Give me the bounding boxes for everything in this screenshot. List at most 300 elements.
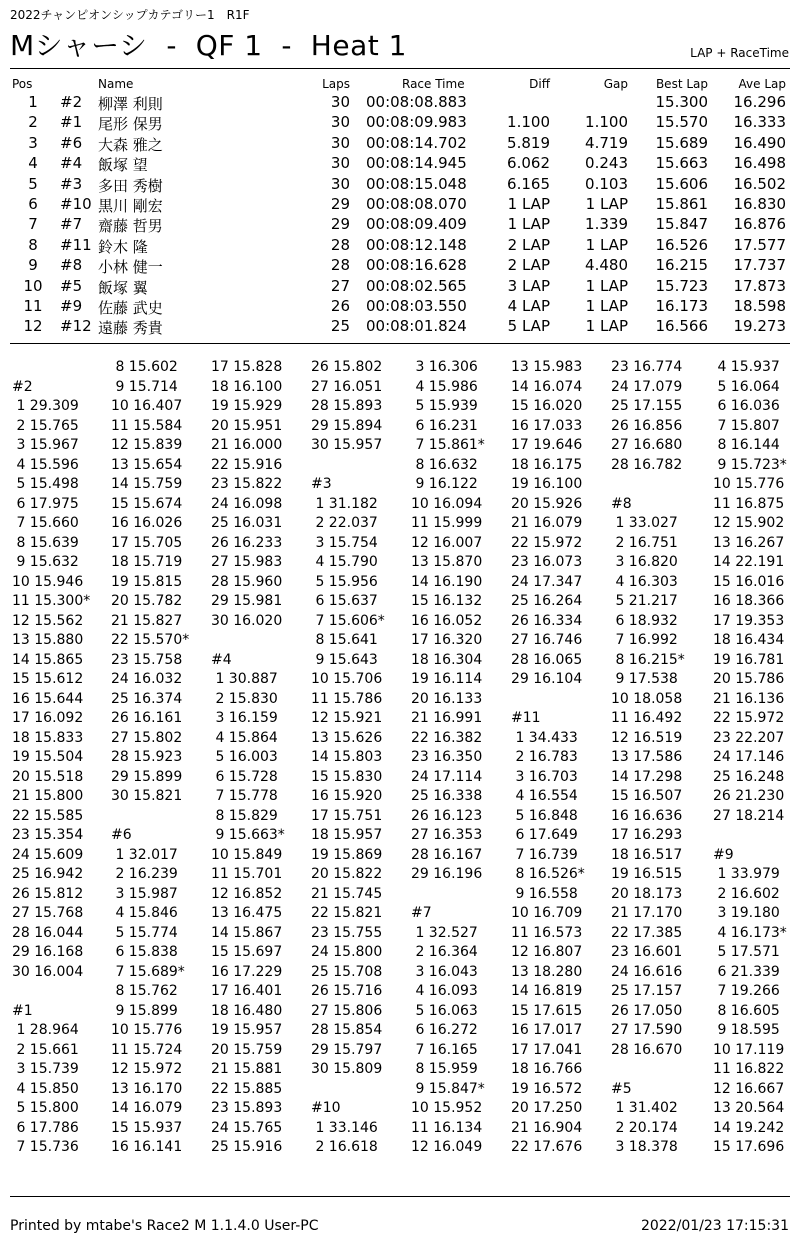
lap-time: 29 15.899 (111, 768, 183, 785)
best-lap-cell: 15.606 (655, 174, 708, 193)
kart-number-cell: #10 (60, 195, 92, 213)
lap-time: 8 15.762 (111, 983, 178, 999)
pos-cell: 9 (28, 256, 38, 275)
lap-time: 8 15.602 (111, 359, 178, 375)
lap-time: 21 16.991 (411, 710, 483, 726)
race-time-cell: 00:08:15.048 (366, 174, 467, 193)
pos-cell: 4 (28, 154, 38, 173)
lap-time: 23 15.755 (311, 924, 383, 941)
diff-cell: 1 LAP (507, 195, 550, 213)
lap-time: 23 15.354 (12, 827, 84, 843)
laps-cell: 30 (330, 113, 350, 132)
lap-time: 13 15.626 (311, 729, 383, 746)
lap-time: 9 18.595 (713, 1022, 780, 1038)
lap-time: 20 15.786 (713, 671, 785, 687)
results-header (10, 77, 790, 93)
lap-time: 1 31.402 (611, 1100, 678, 1116)
lap-time: 10 15.946 (12, 573, 84, 590)
lap-time: 16 16.026 (111, 515, 183, 531)
lap-time: 13 20.564 (713, 1100, 785, 1116)
ave-lap-cell: 16.296 (733, 93, 786, 111)
ave-lap-cell: 16.490 (733, 133, 786, 152)
lap-time: 20 18.173 (611, 885, 683, 902)
driver-name-cell: 齋藤 哲男 (98, 217, 163, 236)
lap-time: 4 15.790 (311, 554, 378, 570)
lap-time: 23 22.207 (713, 729, 785, 746)
lap-time: 15 15.697 (211, 944, 283, 960)
lap-time: 11 16.875 (713, 495, 785, 512)
lap-time: 3 15.739 (12, 1061, 79, 1077)
lap-time: 29 16.168 (12, 944, 84, 960)
lap-time: 19 15.929 (211, 398, 283, 414)
table-row (10, 195, 790, 215)
lap-time: 26 16.233 (211, 534, 283, 551)
lap-time: 20 15.759 (211, 1041, 283, 1058)
lap-time: 25 15.708 (311, 963, 383, 980)
kart-heading: #6 (111, 827, 132, 843)
lap-time: 26 15.716 (311, 983, 383, 999)
lap-time: 8 16.526* (511, 866, 585, 882)
kart-number-cell: #5 (60, 276, 83, 295)
lap-time: 4 15.846 (111, 905, 178, 921)
lap-time: 15 16.020 (511, 398, 583, 414)
lap-time: 29 16.196 (411, 866, 483, 882)
lap-time: 3 15.754 (311, 534, 378, 551)
driver-name-cell: 尾形 保男 (98, 115, 163, 134)
lap-time: 12 15.902 (713, 515, 785, 531)
lap-time: 10 16.407 (111, 398, 183, 414)
lap-time: 23 16.073 (511, 554, 583, 570)
lap-time: 5 17.571 (713, 944, 780, 960)
gap-cell: 0.243 (585, 154, 628, 173)
lap-time: 12 16.807 (511, 944, 583, 960)
lap-time: 5 15.939 (411, 398, 478, 414)
lap-time: 9 15.714 (111, 378, 178, 395)
race-time-cell: 00:08:12.148 (366, 235, 467, 254)
best-lap-cell: 15.663 (655, 154, 708, 173)
lap-time: 27 16.680 (611, 437, 683, 453)
lap-time: 2 16.364 (411, 944, 478, 960)
lap-time: 28 15.960 (211, 573, 283, 590)
lap-time: 3 16.820 (611, 554, 678, 570)
lap-time: 28 16.782 (611, 456, 683, 473)
lap-time: 8 16.605 (713, 1002, 780, 1019)
diff-cell: 5.819 (507, 133, 550, 152)
lap-time: 24 17.347 (511, 573, 583, 590)
ave-lap-cell: 17.873 (733, 276, 786, 295)
lap-time: 16 17.033 (511, 417, 583, 434)
lap-time: 10 15.706 (311, 671, 383, 687)
lap-time: 23 16.350 (411, 749, 483, 765)
lap-time: 21 17.170 (611, 905, 683, 921)
lap-time: 23 16.601 (611, 944, 683, 960)
lap-time: 18 16.100 (211, 378, 283, 395)
lap-time: 16 15.920 (311, 788, 383, 804)
lap-time: 7 15.778 (211, 788, 278, 804)
lap-time: 28 16.167 (411, 846, 483, 863)
lap-time: 13 17.586 (611, 749, 683, 765)
gap-cell: 1.100 (585, 113, 628, 132)
lap-time: 30 15.809 (311, 1061, 383, 1077)
results-divider (10, 343, 790, 344)
lap-time: 1 29.309 (12, 398, 79, 414)
lap-time: 27 15.768 (12, 905, 84, 921)
pos-cell: 5 (28, 174, 38, 193)
lap-time: 20 16.133 (411, 690, 483, 707)
lap-time: 6 15.637 (311, 593, 378, 609)
lap-time: 2 15.830 (211, 690, 278, 707)
lap-time: 24 17.079 (611, 378, 683, 395)
lap-time: 13 15.983 (511, 359, 583, 375)
laps-cell: 25 (330, 317, 350, 336)
lap-time: 7 19.266 (713, 983, 780, 999)
laps-cell: 30 (330, 154, 350, 173)
lap-time: 16 18.366 (713, 593, 785, 609)
lap-time: 3 15.987 (111, 885, 178, 902)
lap-time: 23 15.893 (211, 1100, 283, 1116)
lap-time: 17 15.828 (211, 359, 283, 375)
lap-time: 6 17.649 (511, 827, 578, 843)
kart-number-cell: #7 (60, 215, 83, 234)
lap-time: 5 15.800 (12, 1100, 79, 1116)
lap-time: 6 16.272 (411, 1022, 478, 1038)
lap-time: 11 16.492 (611, 710, 683, 726)
page-title: Mシャーシ - QF 1 - Heat 1 (10, 29, 407, 62)
lap-time: 10 16.094 (411, 495, 483, 512)
lap-time: 4 15.986 (411, 378, 478, 395)
lap-time: 12 15.921 (311, 710, 383, 726)
lap-time: 29 16.104 (511, 671, 583, 687)
lap-time: 26 15.802 (311, 359, 383, 375)
col-best-lap: Best Lap (655, 77, 708, 91)
lap-time: 4 15.864 (211, 729, 278, 746)
lap-time: 7 15.736 (12, 1139, 79, 1155)
lap-time: 22 17.676 (511, 1139, 583, 1155)
lap-time: 12 15.972 (111, 1061, 183, 1077)
lap-time: 8 15.959 (411, 1061, 478, 1077)
diff-cell: 2 LAP (507, 256, 550, 275)
table-row (10, 236, 790, 256)
lap-time: 24 17.146 (713, 749, 785, 765)
kart-number-cell: #3 (60, 174, 83, 193)
race-time-cell: 00:08:14.702 (366, 133, 467, 152)
lap-time: 25 16.264 (511, 593, 583, 609)
ave-lap-cell: 16.830 (733, 195, 786, 213)
lap-time: 21 15.800 (12, 788, 84, 804)
diff-cell: 5 LAP (507, 317, 550, 336)
gap-cell: 4.719 (585, 133, 628, 152)
kart-number-cell: #9 (60, 297, 83, 315)
lap-time: 6 18.932 (611, 612, 678, 629)
lap-time: 2 16.602 (713, 885, 780, 902)
pos-cell: 2 (28, 113, 38, 132)
lap-time: 14 19.242 (713, 1119, 785, 1136)
lap-time: 15 17.615 (511, 1002, 583, 1019)
lap-time: 21 15.881 (211, 1061, 283, 1077)
lap-time: 13 16.170 (111, 1080, 183, 1097)
kart-heading: #4 (211, 651, 232, 668)
lap-time: 28 15.854 (311, 1022, 383, 1038)
lap-time: 21 15.827 (111, 612, 183, 629)
lap-time: 28 15.893 (311, 398, 383, 414)
diff-cell: 3 LAP (507, 276, 550, 295)
lap-time: 10 15.952 (411, 1100, 483, 1116)
printed-by: Printed by mtabe's Race2 M 1.1.4.0 User-PC (10, 1218, 319, 1234)
lap-time: 24 15.765 (211, 1119, 283, 1136)
driver-name-cell: 小林 健一 (98, 258, 163, 277)
lap-time: 11 15.701 (211, 866, 283, 882)
lap-time: 10 18.058 (611, 690, 683, 707)
lap-time: 1 33.027 (611, 515, 678, 531)
lap-time: 4 16.303 (611, 573, 678, 590)
race-time-cell: 00:08:14.945 (366, 154, 467, 173)
driver-name-cell: 遠藤 秀貴 (98, 319, 163, 338)
lap-time: 6 16.231 (411, 417, 478, 434)
lap-time: 8 16.144 (713, 437, 780, 453)
print-datetime: 2022/01/23 17:15:31 (640, 1218, 789, 1234)
lap-time: 19 16.515 (611, 866, 683, 882)
kart-number-cell: #4 (60, 154, 83, 173)
driver-name-cell: 大森 雅之 (98, 135, 163, 154)
lap-time: 19 16.114 (411, 671, 483, 687)
lap-time: 30 16.004 (12, 963, 84, 980)
lap-time: 6 15.838 (111, 944, 178, 960)
lap-time: 9 17.538 (611, 671, 678, 687)
lap-time: 27 18.214 (713, 807, 785, 824)
lap-time: 8 15.639 (12, 534, 79, 551)
pos-cell: 3 (28, 133, 38, 152)
diff-cell: 1.100 (507, 113, 550, 132)
lap-time: 16 17.229 (211, 963, 283, 980)
best-lap-cell: 16.215 (655, 256, 708, 275)
lap-time: 16 16.052 (411, 612, 483, 629)
lap-time: 17 16.320 (411, 632, 483, 648)
lap-time: 1 30.887 (211, 671, 278, 687)
table-row (10, 175, 790, 195)
ave-lap-cell: 16.498 (733, 154, 786, 173)
diff-cell: 4 LAP (507, 297, 550, 315)
lap-time: 28 16.670 (611, 1041, 683, 1058)
lap-time: 14 15.803 (311, 749, 383, 765)
lap-time: 20 15.822 (311, 866, 383, 882)
lap-time: 10 16.709 (511, 905, 583, 921)
kart-number-cell: #1 (60, 113, 83, 132)
lap-time: 17 16.293 (611, 827, 683, 843)
lap-time: 7 16.992 (611, 632, 678, 648)
lap-time: 7 15.660 (12, 515, 79, 531)
lap-time: 9 15.663* (211, 827, 285, 843)
pos-cell: 1 (28, 93, 38, 111)
lap-time: 22 15.585 (12, 807, 84, 824)
lap-time: 17 17.041 (511, 1041, 583, 1058)
lap-time: 24 17.114 (411, 768, 483, 785)
best-lap-cell: 15.570 (655, 113, 708, 132)
lap-time: 12 15.839 (111, 437, 183, 453)
lap-time: 27 16.051 (311, 378, 383, 395)
laps-cell: 30 (330, 93, 350, 111)
lap-time: 24 16.616 (611, 963, 683, 980)
lap-time: 22 15.916 (211, 456, 283, 473)
lap-time: 25 16.374 (111, 690, 183, 707)
lap-time: 7 15.606* (311, 612, 385, 629)
lap-time: 18 16.766 (511, 1061, 583, 1077)
lap-time: 5 16.003 (211, 749, 278, 765)
lap-time: 15 15.830 (311, 768, 383, 785)
lap-time: 13 18.280 (511, 963, 583, 980)
table-row (10, 317, 790, 337)
lap-time: 19 15.504 (12, 749, 84, 765)
lap-time: 26 16.856 (611, 417, 683, 434)
report-type-label: LAP + RaceTime (690, 46, 789, 60)
table-row (10, 277, 790, 297)
lap-time: 22 15.972 (713, 710, 785, 726)
lap-time: 15 17.696 (713, 1139, 785, 1155)
lap-time: 24 15.609 (12, 846, 84, 863)
lap-time: 28 15.923 (111, 749, 183, 765)
header-divider (10, 68, 790, 69)
lap-time: 16 16.141 (111, 1139, 183, 1155)
ave-lap-cell: 16.876 (733, 215, 786, 234)
table-row (10, 134, 790, 154)
lap-time: 30 16.020 (211, 612, 283, 629)
lap-time: 4 15.596 (12, 456, 79, 473)
lap-time: 22 15.821 (311, 905, 383, 921)
lap-time: 15 16.132 (411, 593, 483, 609)
lap-time: 26 15.812 (12, 885, 84, 902)
lap-time: 13 15.654 (111, 456, 183, 473)
driver-name-cell: 鈴木 隆 (98, 237, 148, 256)
kart-heading: #2 (12, 378, 33, 395)
kart-number-cell: #11 (60, 235, 92, 254)
lap-time: 22 16.382 (411, 729, 483, 746)
lap-time: 17 16.401 (211, 983, 283, 999)
kart-heading: #1 (12, 1002, 33, 1019)
lap-time: 9 15.643 (311, 651, 378, 668)
gap-cell: 1 LAP (585, 317, 628, 336)
lap-time: 6 17.786 (12, 1119, 79, 1136)
table-row (10, 215, 790, 235)
ave-lap-cell: 16.333 (733, 113, 786, 132)
lap-time: 8 15.641 (311, 632, 378, 648)
ave-lap-cell: 17.577 (733, 235, 786, 254)
lap-time: 18 15.833 (12, 729, 84, 746)
ave-lap-cell: 16.502 (733, 174, 786, 193)
lap-time: 2 20.174 (611, 1119, 678, 1136)
lap-time: 27 15.983 (211, 554, 283, 570)
driver-name-cell: 飯塚 望 (98, 156, 148, 175)
lap-time: 7 15.689* (111, 963, 185, 980)
lap-time: 19 15.815 (111, 573, 183, 590)
lap-time: 25 16.248 (713, 768, 785, 785)
kart-number-cell: #8 (60, 256, 83, 275)
lap-time: 26 16.123 (411, 807, 483, 824)
lap-time: 27 17.590 (611, 1022, 683, 1038)
lap-time: 27 15.806 (311, 1002, 383, 1019)
lap-time: 3 15.967 (12, 437, 79, 453)
lap-time: 7 16.739 (511, 846, 578, 863)
lap-time: 10 15.776 (713, 476, 785, 492)
race-time-cell: 00:08:08.883 (366, 93, 467, 111)
lap-time: 10 15.849 (211, 846, 283, 863)
lap-time: 15 16.016 (713, 573, 785, 590)
gap-cell: 1 LAP (585, 276, 628, 295)
lap-time: 29 15.894 (311, 417, 383, 434)
lap-time: 11 16.573 (511, 924, 583, 941)
lap-time: 11 15.999 (411, 515, 483, 531)
race-time-cell: 00:08:16.628 (366, 256, 467, 275)
lap-time: 4 16.554 (511, 788, 578, 804)
lap-time: 20 15.951 (211, 417, 283, 434)
kart-heading: #5 (611, 1080, 632, 1097)
col-laps: Laps (322, 77, 350, 91)
lap-time: 14 15.867 (211, 924, 283, 941)
lap-time: 14 17.298 (611, 768, 683, 785)
lap-time: 25 16.338 (411, 788, 483, 804)
lap-time: 3 16.043 (411, 963, 478, 980)
lap-time: 1 32.017 (111, 846, 178, 863)
lap-time: 3 16.703 (511, 768, 578, 785)
lap-time: 26 16.161 (111, 710, 183, 726)
col-diff: Diff (529, 77, 550, 91)
kart-heading: #10 (311, 1100, 341, 1116)
kart-heading: #11 (511, 710, 541, 726)
race-time-cell: 00:08:08.070 (366, 195, 467, 213)
lap-time: 19 15.869 (311, 846, 383, 863)
lap-time: 13 15.880 (12, 632, 84, 648)
lap-time: 18 15.719 (111, 554, 183, 570)
gap-cell: 1 LAP (585, 195, 628, 213)
driver-name-cell: 黒川 剛宏 (98, 197, 163, 215)
table-row (10, 113, 790, 133)
table-row (10, 297, 790, 317)
gap-cell: 0.103 (585, 174, 628, 193)
lap-time: 3 16.306 (411, 359, 478, 375)
lap-time: 13 15.870 (411, 554, 483, 570)
lap-time: 19 16.781 (713, 651, 785, 668)
lap-time: 5 21.217 (611, 593, 678, 609)
pos-cell: 7 (28, 215, 38, 234)
col-name: Name (98, 77, 134, 91)
table-row (10, 256, 790, 276)
lap-time: 19 16.572 (511, 1080, 583, 1097)
lap-time: 3 19.180 (713, 905, 780, 921)
lap-time: 18 15.957 (311, 827, 383, 843)
lap-time: 21 16.079 (511, 515, 583, 531)
diff-cell: 2 LAP (507, 235, 550, 254)
race-time-cell: 00:08:09.983 (366, 113, 467, 132)
best-lap-cell: 15.689 (655, 133, 708, 152)
lap-time: 1 33.146 (311, 1119, 378, 1136)
ave-lap-cell: 17.737 (733, 256, 786, 275)
best-lap-cell: 15.861 (655, 195, 708, 213)
laps-cell: 30 (330, 174, 350, 193)
lap-time: 11 15.724 (111, 1041, 183, 1058)
lap-time: 18 16.480 (211, 1002, 283, 1019)
lap-time: 12 16.049 (411, 1139, 483, 1155)
lap-time: 28 16.044 (12, 924, 84, 941)
lap-time: 13 16.475 (211, 905, 283, 921)
lap-time: 5 16.064 (713, 378, 780, 395)
col-ave-lap: Ave Lap (738, 77, 786, 91)
laps-cell: 26 (330, 297, 350, 315)
lap-time: 18 16.434 (713, 632, 785, 648)
driver-name-cell: 飯塚 翼 (98, 278, 148, 297)
best-lap-cell: 15.723 (655, 276, 708, 295)
lap-time: 12 16.519 (611, 729, 683, 746)
lap-time: 17 19.646 (511, 437, 583, 453)
lap-time: 4 16.093 (411, 983, 478, 999)
lap-time: 17 16.092 (12, 710, 84, 726)
